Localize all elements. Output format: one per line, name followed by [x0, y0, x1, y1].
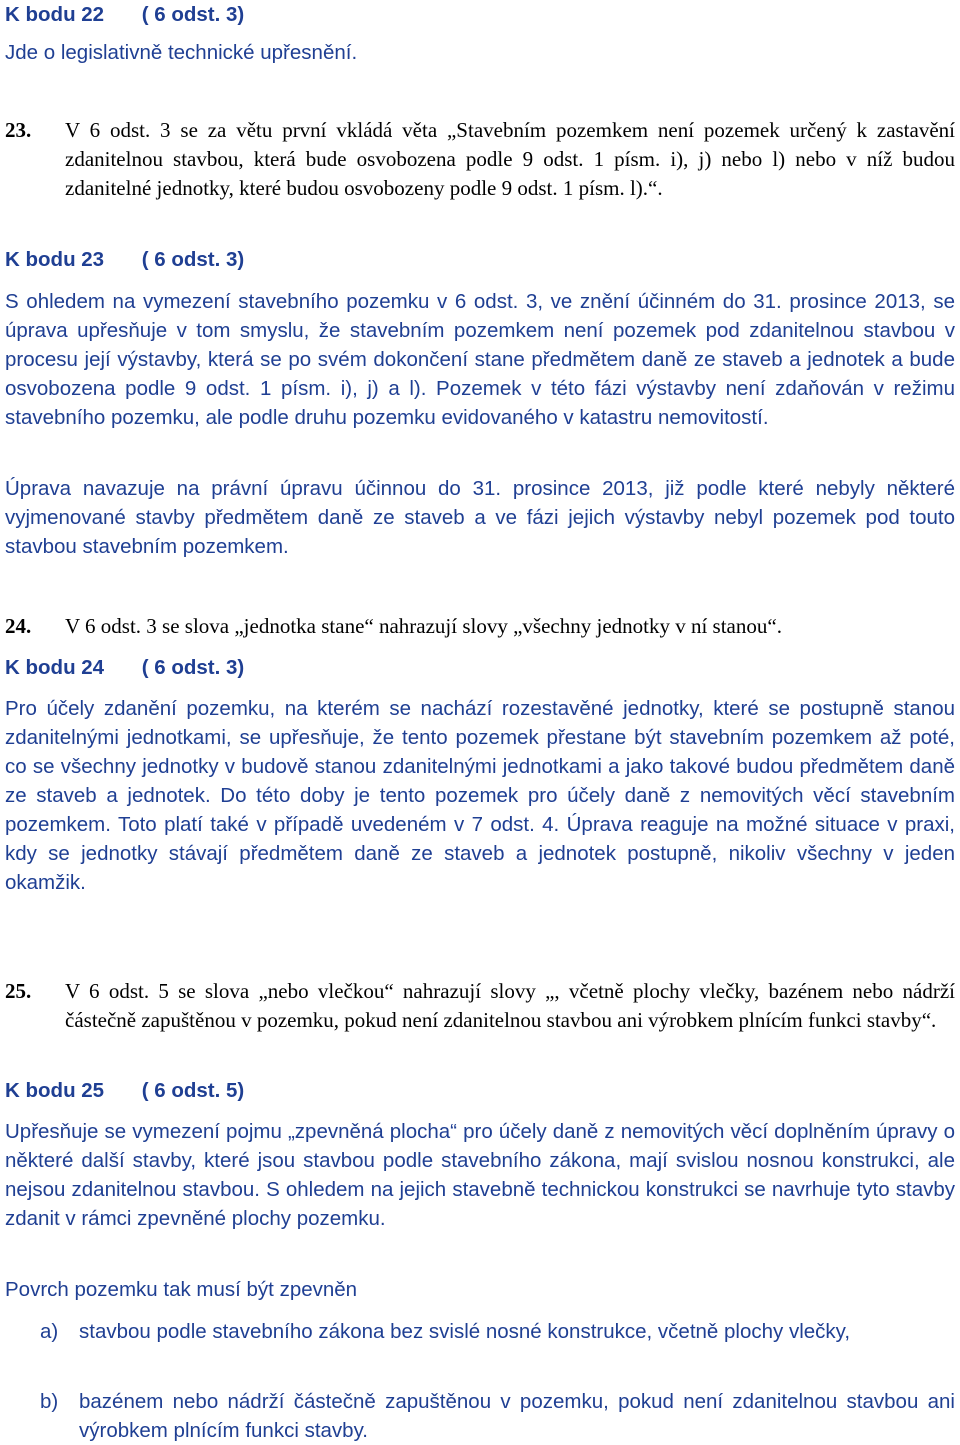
- item-text: V 6 odst. 5 se slova „nebo vlečkou“ nahrazují slovy „, včetně plochy vlečky, bazénem nebo nádrží částečně zapuštěnou v pozemku, pokud není zdanitelnou stavbou ani výrobkem plnícím funkci stavby“.: [65, 979, 955, 1032]
- list-marker: b): [40, 1390, 59, 1413]
- heading-k-bodu-24: K bodu 24 ( 6 odst. 3): [5, 656, 245, 679]
- heading-k-bodu-22: K bodu 22 ( 6 odst. 3): [5, 3, 245, 26]
- item-number: 25.: [5, 979, 32, 1003]
- item-number: 24.: [5, 614, 32, 638]
- list-item-text: stavbou podle stavebního zákona bez svislé nosné konstrukce, včetně plochy vlečky,: [79, 1320, 851, 1343]
- heading-k-bodu-25: K bodu 25 ( 6 odst. 5): [5, 1079, 245, 1102]
- item-text: V 6 odst. 3 se za větu první vkládá věta „Stavebním pozemkem není pozemek určený k zastavění zdanitelnou stavbou, která bude osvobozena podle 9 odst. 1 písm. i), j) nebo l) nebo v níž budou zdanitelné jednotky, které budou osvobozeny podle 9 odst. 1 písm. l).“.: [65, 118, 955, 200]
- list-item-a: [40, 1317, 955, 1346]
- paragraph-k-bodu-24: Pro účely zdanění pozemku, na kterém se nachází rozestavěné jednotky, které se postupně stanou zdanitelnými jednotkami, se upřesňuje, že tento pozemek přestane být stavebním pozemkem až poté, co se všechny jednotky v budově stanou zdanitelnými jednotkami a jako takové budou předmětem daně ze staveb a jednotek. Do této doby je tento pozemek pro účely daně z nemovitých věcí stavebním pozemkem. Toto platí také v případě uvedeném v 7 odst. 4. Úprava reaguje na možné situace v praxi, kdy se jednotky stávají předmětem daně ze staveb a jednotek postupně, nikoliv všechny v jeden okamžik.: [5, 697, 955, 894]
- list-marker: a): [40, 1320, 59, 1343]
- list-item-text: bazénem nebo nádrží částečně zapuštěnou v pozemku, pokud není zdanitelnou stavbou ani výrobkem plnícím funkci stavby.: [79, 1390, 955, 1442]
- item-text: V 6 odst. 3 se slova „jednotka stane“ nahrazují slovy „všechny jednotky v ní stanou“.: [65, 614, 782, 638]
- paragraph-k-bodu-22: Jde o legislativně technické upřesnění.: [5, 41, 358, 64]
- heading-k-bodu-23: K bodu 23 ( 6 odst. 3): [5, 248, 245, 271]
- paragraph-k-bodu-23-1: S ohledem na vymezení stavebního pozemku v 6 odst. 3, ve znění účinném do 31. prosince 2013, se úprava upřesňuje v tom smyslu, že stavebním pozemkem není pozemek pod zdanitelnou stavbou v procesu její výstavby, která se po svém dokončení stane předmětem daně ze staveb a jednotek a bude osvobozena podle 9 odst. 1 písm. i), j) a l). Pozemek v této fázi výstavby není zdaňován v režimu stavebního pozemku, ale podle druhu pozemku evidovaného v katastru nemovitostí.: [5, 290, 955, 429]
- paragraph-k-bodu-23-2: Úprava navazuje na právní úpravu účinnou do 31. prosince 2013, již podle které nebyly některé vyjmenované stavby předmětem daně ze staveb a ve fázi jejich výstavby nebyl pozemek pod touto stavbou stavebním pozemkem.: [5, 477, 955, 558]
- amendment-item-24: [5, 612, 955, 641]
- item-number: 23.: [5, 118, 32, 142]
- amendment-item-23: [5, 116, 955, 203]
- paragraph-k-bodu-25-1: Upřesňuje se vymezení pojmu „zpevněná plocha“ pro účely daně z nemovitých věcí doplněním úpravy o některé další stavby, které jsou stavbou podle stavebního zákona, mají svislou nosnou konstrukci, ale nejsou zdanitelnou stavbou. S ohledem na jejich stavebně technickou konstrukci se navrhuje tyto stavby zdanit v rámci zpevněné plochy pozemku.: [5, 1120, 955, 1230]
- paragraph-k-bodu-25-2: Povrch pozemku tak musí být zpevněn: [5, 1278, 358, 1301]
- list-item-b: [40, 1387, 955, 1445]
- amendment-item-25: [5, 977, 955, 1035]
